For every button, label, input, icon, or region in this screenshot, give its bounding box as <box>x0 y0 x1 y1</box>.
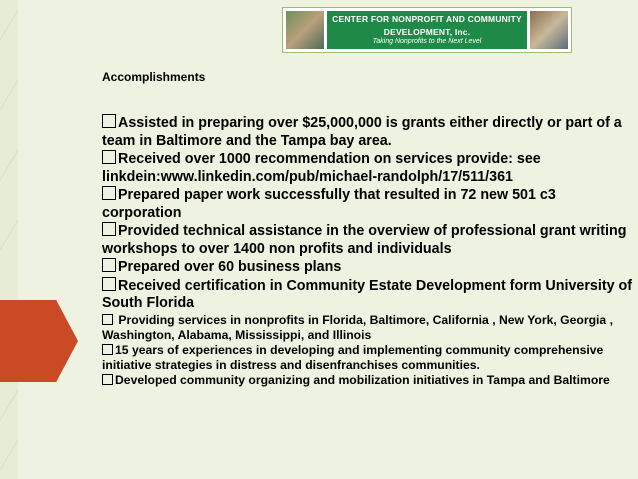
checkbox-bullet-icon <box>102 277 116 291</box>
list-item-text: Providing services in nonprofits in Florida, Baltimore, California , New York, Georgia , Washington, Alabama, Mississippi, and Illinois <box>102 312 613 342</box>
list-item <box>102 313 634 343</box>
list-item <box>102 373 634 388</box>
banner-tagline: Taking Nonprofits to the Next Level <box>372 38 482 45</box>
banner-title-block <box>327 11 527 49</box>
list-item <box>102 222 634 258</box>
list-item-text: Assisted in preparing over $25,000,000 is grants either directly or part of a team in Baltimore and the Tampa bay area. <box>102 115 622 149</box>
list-item-text: Prepared paper work successfully that resulted in 72 new 501 c3 corporation <box>102 187 556 221</box>
checkbox-bullet-icon <box>102 186 116 200</box>
checkbox-bullet-icon <box>102 344 113 355</box>
banner-photo-right <box>530 11 568 49</box>
list-item-text: Developed community organizing and mobilization initiatives in Tampa and Baltimore <box>115 373 610 388</box>
section-heading: Accomplishments <box>102 70 206 84</box>
list-item <box>102 186 634 222</box>
banner-title-line1: CENTER FOR NONPROFIT AND COMMUNITY <box>332 14 522 24</box>
list-item <box>102 114 634 150</box>
left-band-lines <box>0 0 20 479</box>
checkbox-bullet-icon <box>102 374 113 385</box>
checkbox-bullet-icon <box>102 258 116 272</box>
list-item <box>102 343 634 373</box>
checkbox-bullet-icon <box>102 314 113 325</box>
checkbox-bullet-icon <box>102 114 116 128</box>
banner-title-line2: DEVELOPMENT, Inc. <box>383 27 471 37</box>
accomplishments-list <box>102 114 634 389</box>
list-item <box>102 258 634 277</box>
checkbox-bullet-icon <box>102 222 116 236</box>
list-item-text: Received certification in Community Estate Development form University of South Florida <box>102 277 633 311</box>
list-item-text: Provided technical assistance in the overview of professional grant writing workshops to over 1400 non profits and individuals <box>102 223 627 257</box>
red-arrow-shape <box>0 300 78 382</box>
checkbox-bullet-icon <box>102 150 116 164</box>
list-item-text: Prepared over 60 business plans <box>118 259 342 275</box>
list-item-text: Received over 1000 recommendation on services provide: see linkdein:www.linkedin.com/pub/michael-randolph/17/511/361 <box>102 151 541 185</box>
list-item-text: 15 years of experiences in developing and implementing community comprehensive initiative strategies in distress and disenfranchises communities. <box>102 342 604 373</box>
organization-banner <box>282 7 572 53</box>
list-item <box>102 150 634 186</box>
banner-photo-left <box>286 11 324 49</box>
list-item <box>102 277 634 313</box>
